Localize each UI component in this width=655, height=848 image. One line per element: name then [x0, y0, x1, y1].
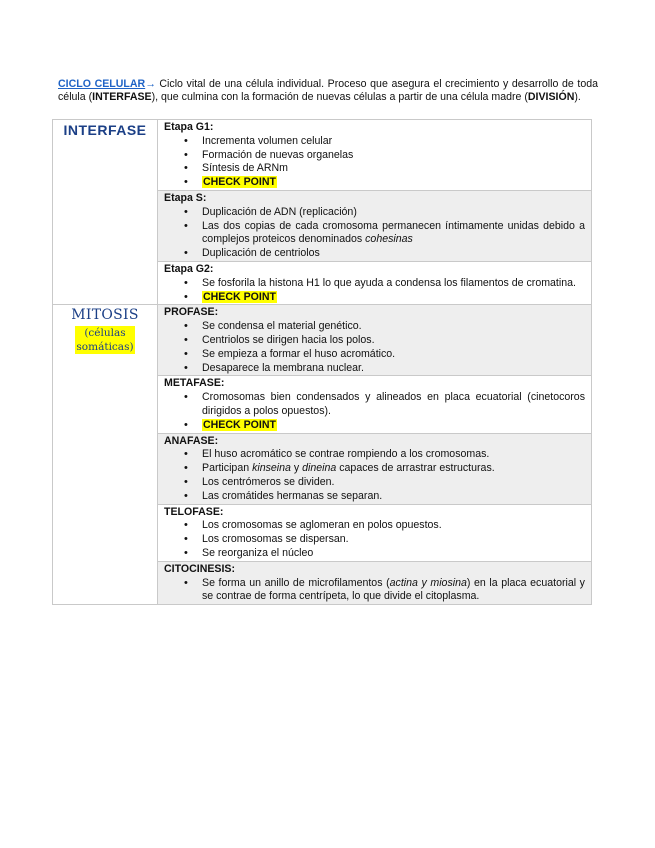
arrow-icon: →: [145, 78, 156, 90]
anafase-title: ANAFASE:: [164, 434, 219, 447]
telofase-title: TELOFASE:: [164, 505, 224, 518]
metafase-title: METAFASE:: [164, 377, 225, 390]
list-item: • El huso acromático se contrae rompiendo a los cromosomas.: [202, 448, 585, 462]
mitosis-subtitle: [75, 326, 134, 354]
checkpoint-badge: CHECK POINT: [203, 290, 276, 303]
interfase-cell: [53, 120, 158, 305]
list-item: • Formación de nuevas organelas: [202, 149, 585, 163]
profase-cell: [158, 305, 592, 376]
telofase-list: [164, 519, 585, 560]
list-item: • Cromosomas bien condensados y alineados en placa ecuatorial (cinetocoros dirigidos a polos opuestos).: [202, 391, 585, 419]
intro-text-1: Ciclo vital de una célula individual. Proceso que asegura el crecimiento y desarrollo de toda célula (: [58, 78, 599, 104]
citocinesis-text-a: Se forma un anillo de microfilamentos (: [202, 576, 390, 589]
list-item: • Se reorganiza el núcleo: [202, 547, 585, 561]
mitosis-subtitle-line-1: (células: [84, 327, 126, 340]
intro-bold-division: DIVISIÓN: [527, 91, 575, 104]
checkpoint-badge: CHECK POINT: [203, 418, 276, 431]
dineina-term: dineina: [302, 462, 337, 475]
metafase-list: [164, 391, 585, 432]
citocinesis-cell: [158, 561, 592, 604]
citocinesis-title: CITOCINESIS:: [164, 562, 236, 575]
intro-paragraph: [58, 78, 598, 104]
g1-cell: [158, 120, 592, 191]
list-item: • Los centrómeros se dividen.: [202, 476, 585, 490]
list-item: • Duplicación de centriolos: [202, 247, 585, 261]
list-item: • Se condensa el material genético.: [202, 320, 585, 334]
mitosis-subtitle-line-2: somáticas): [76, 341, 134, 354]
g1-title: Etapa G1:: [164, 121, 214, 133]
citocinesis-list: [164, 577, 585, 605]
profase-list: [164, 320, 585, 375]
list-item: [202, 220, 585, 248]
mitosis-heading: MITOSIS: [71, 307, 139, 324]
list-item: [202, 577, 585, 605]
cohesinas-term: cohesinas: [365, 233, 413, 246]
interfase-heading: INTERFASE: [63, 122, 147, 138]
list-item: • Se fosforila la histona H1 lo que ayuda a condensa los filamentos de cromatina.: [202, 277, 585, 291]
s-title: Etapa S:: [164, 191, 207, 204]
metafase-cell: [158, 376, 592, 433]
list-item: • Los cromosomas se dispersan.: [202, 533, 585, 547]
anafase-item-2-e: capaces de arrastrar estructuras.: [336, 462, 495, 475]
checkpoint-badge: CHECK POINT: [203, 176, 276, 189]
s-cell: [158, 190, 592, 261]
list-item: • Síntesis de ARNm: [202, 162, 585, 176]
telofase-cell: [158, 504, 592, 561]
anafase-cell: [158, 433, 592, 504]
g2-title: Etapa G2:: [164, 262, 214, 275]
anafase-list: [164, 448, 585, 503]
list-item: [202, 462, 585, 476]
list-item: • Duplicación de ADN (replicación): [202, 206, 585, 220]
list-item: [202, 419, 585, 433]
mitosis-cell: [53, 305, 158, 605]
anafase-item-2-c: y: [290, 462, 303, 475]
actina-miosina-term: actina y miosina: [389, 576, 467, 589]
list-item: • Las cromátides hermanas se separan.: [202, 490, 585, 504]
intro-text-3: ).: [574, 91, 581, 104]
g2-cell: [158, 261, 592, 304]
list-item: • Se empieza a formar el huso acromático.: [202, 348, 585, 362]
s-item-2-text: Las dos copias de cada cromosoma permanecen íntimamente unidas debido a complejos proteicos denominados: [202, 219, 585, 246]
citocinesis-text-c: ) en la placa ecuatorial y se contrae de forma centrípeta, lo que divide el citoplasma.: [202, 576, 585, 603]
list-item: • Incrementa volumen celular: [202, 135, 585, 149]
g2-list: [164, 277, 585, 305]
intro-bold-interfase: INTERFASE: [92, 91, 152, 104]
g1-list: [164, 135, 585, 190]
profase-title: PROFASE:: [164, 306, 219, 319]
list-item: [202, 176, 585, 190]
anafase-item-2-a: Participan: [202, 462, 253, 475]
list-item: • Centriolos se dirigen hacia los polos.: [202, 334, 585, 348]
cycle-title: CICLO CELULAR: [58, 78, 146, 90]
cycle-table: [52, 119, 592, 605]
intro-text-2: ), que culmina con la formación de nuevas células a partir de una célula madre (: [151, 91, 528, 104]
kinseina-term: kinseina: [252, 462, 291, 475]
list-item: [202, 291, 585, 305]
list-item: • Desaparece la membrana nuclear.: [202, 362, 585, 376]
s-list: [164, 206, 585, 261]
list-item: • Los cromosomas se aglomeran en polos opuestos.: [202, 519, 585, 533]
